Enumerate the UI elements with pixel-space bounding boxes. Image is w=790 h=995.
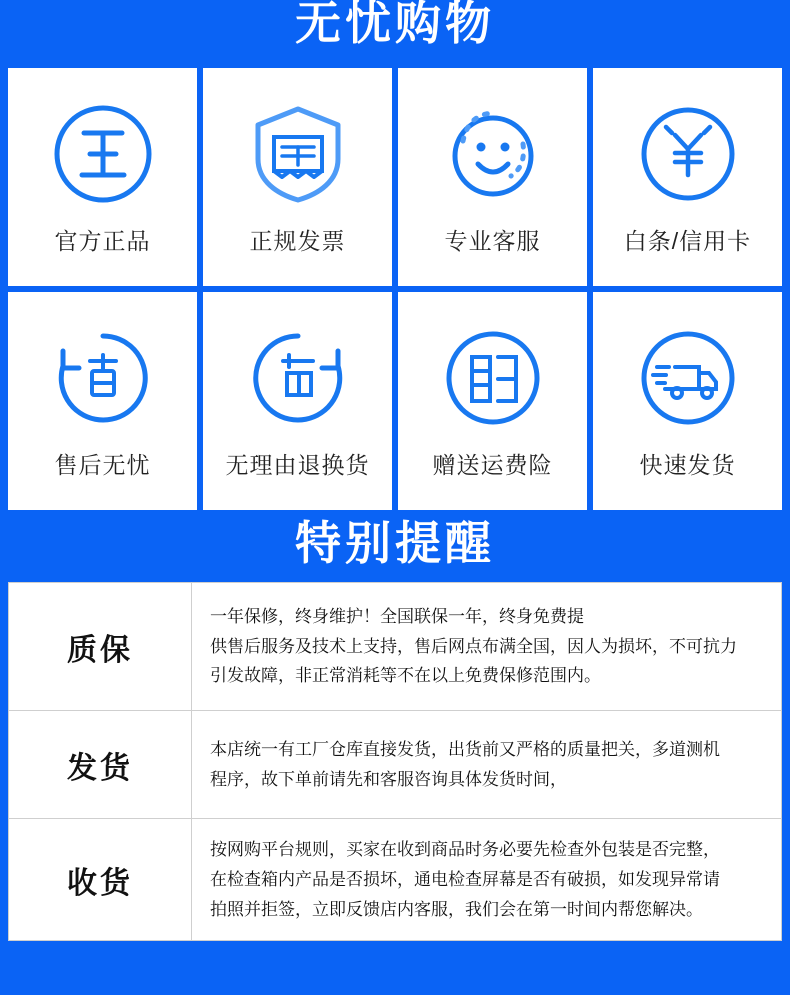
notice-key: 质保 bbox=[9, 583, 192, 711]
notice-line: 在检查箱内产品是否损坏，通电检查屏幕是否有破损，如发现异常请 bbox=[210, 869, 720, 889]
notice-value bbox=[192, 711, 782, 819]
feature-cell-return bbox=[203, 292, 392, 510]
feature-cell-service bbox=[398, 68, 587, 286]
notice-line: 一年保修，终身维护！全国联保一年，终身免费提 bbox=[210, 606, 584, 626]
notice-line: 本店统一有工厂仓库直接发货，出货前又严格的质量把关，多道测机 bbox=[210, 739, 720, 759]
notice-key: 发货 bbox=[9, 711, 192, 819]
feature-cell-fast-delivery bbox=[593, 292, 782, 510]
feature-label: 官方正品 bbox=[54, 227, 151, 254]
feature-cell-genuine bbox=[8, 68, 197, 286]
feature-label: 快速发货 bbox=[639, 451, 736, 478]
feature-label: 白条/信用卡 bbox=[623, 227, 752, 254]
feature-label: 正规发票 bbox=[249, 227, 346, 254]
table-row bbox=[9, 711, 782, 819]
notice-key: 收货 bbox=[9, 819, 192, 941]
return-goods-icon bbox=[243, 323, 353, 433]
feature-cell-invoice bbox=[203, 68, 392, 286]
invoice-icon bbox=[243, 99, 353, 209]
features-grid bbox=[8, 68, 782, 510]
notice-line: 引发故障，非正常消耗等不在以上免费保修范围内。 bbox=[210, 666, 601, 686]
notice-line: 按网购平台规则，买家在收到商品时务必要先检查外包装是否完整， bbox=[210, 840, 720, 859]
notice-line: 供售后服务及技术上支持，售后网点布满全国，因人为损坏，不可抗力 bbox=[210, 636, 737, 656]
after-sales-icon bbox=[48, 323, 158, 433]
notice-line: 程序，故下单前请先和客服咨询具体发货时间， bbox=[210, 769, 567, 789]
feature-cell-aftersales bbox=[8, 292, 197, 510]
banner-title-reminder: 特别提醒 bbox=[295, 517, 495, 569]
feature-label: 专业客服 bbox=[444, 227, 541, 254]
feature-label: 赠送运费险 bbox=[432, 451, 553, 478]
table-row bbox=[9, 819, 782, 941]
features-section bbox=[0, 68, 790, 510]
customer-service-icon bbox=[438, 99, 548, 209]
notice-section bbox=[0, 582, 790, 951]
notice-value bbox=[192, 819, 782, 941]
feature-cell-insurance bbox=[398, 292, 587, 510]
table-row bbox=[9, 583, 782, 711]
feature-cell-credit bbox=[593, 68, 782, 286]
free-shipping-insurance-icon bbox=[438, 323, 548, 433]
banner-title-shopping: 无忧购物 bbox=[295, 0, 495, 46]
notice-value bbox=[192, 583, 782, 711]
genuine-seal-icon bbox=[48, 99, 158, 209]
fast-delivery-truck-icon bbox=[633, 323, 743, 433]
notice-line: 拍照并拒签，立即反馈店内客服，我们会在第一时间内帮您解决。 bbox=[210, 899, 703, 919]
feature-label: 无理由退换货 bbox=[225, 451, 370, 478]
feature-label: 售后无忧 bbox=[54, 451, 151, 478]
credit-pay-icon bbox=[633, 99, 743, 209]
notice-table bbox=[8, 582, 782, 941]
